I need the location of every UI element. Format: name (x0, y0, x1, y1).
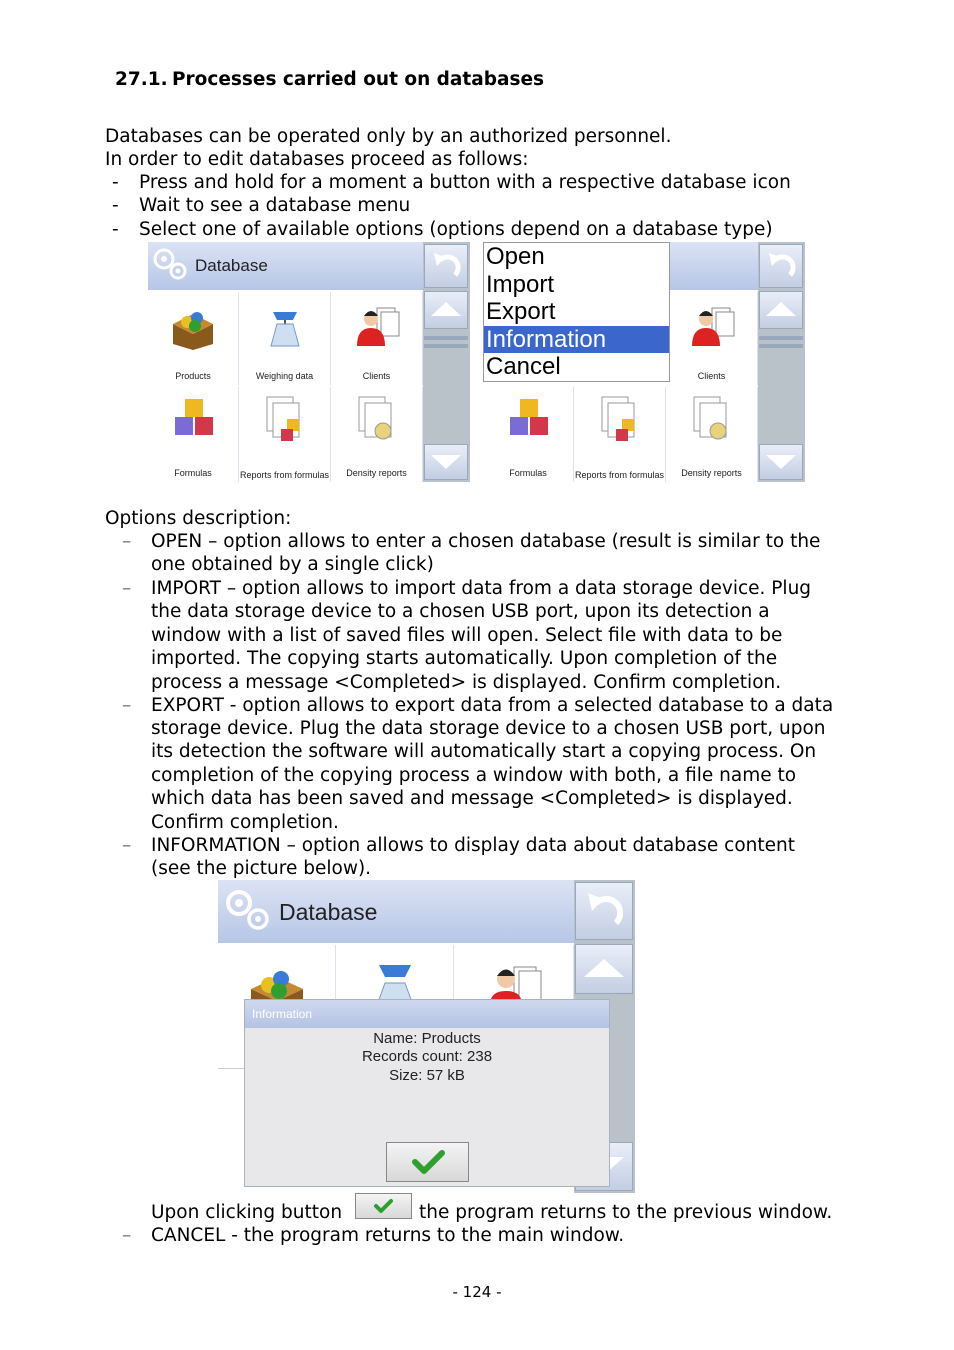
step-1: Press and hold for a moment a button with a respective database icon (139, 172, 791, 193)
screen-title: Database (279, 899, 378, 925)
option-dash: – (122, 695, 132, 716)
section-heading (115, 68, 544, 91)
checkmark-icon (356, 1194, 411, 1218)
option-import-line-3: window with a list of saved files will open. Select file with data to be (151, 625, 783, 646)
arrow-down-icon (425, 445, 467, 479)
database-context-menu (483, 242, 670, 382)
info-records-count: Records count: 238 (361, 1048, 493, 1065)
intro-line-2: In order to edit databases proceed as follows: (105, 149, 529, 170)
divider (218, 1068, 244, 1069)
option-dash: – (122, 531, 132, 552)
checkmark-icon (387, 1143, 468, 1181)
confirm-button[interactable] (386, 1142, 469, 1182)
tile-density-reports[interactable] (666, 387, 758, 482)
options-heading: Options description: (105, 508, 292, 529)
back-button[interactable] (759, 244, 803, 288)
option-export-line-2: storage device. Plug the data storage device to a chosen USB port, upon (151, 718, 826, 739)
clients-icon (353, 302, 401, 350)
tile-label: Clients (362, 371, 391, 381)
tile-clients[interactable] (666, 292, 758, 385)
option-dash: – (122, 835, 132, 856)
option-export-line-5: which data has been saved and message <Completed> is displayed. (151, 788, 793, 809)
option-import-line-1: IMPORT – option allows to import data from a data storage device. Plug (151, 578, 812, 599)
gears-icon (151, 246, 191, 284)
option-open-line-1: OPEN – option allows to enter a chosen database (result is similar to the (151, 531, 821, 552)
screen-sidebar (423, 242, 470, 482)
info-size: Size: 57 kB (389, 1067, 465, 1084)
option-export-line-1: EXPORT - option allows to export data from a selected database to a data (151, 695, 834, 716)
step-dash: - (112, 219, 119, 240)
scroll-down-button[interactable] (424, 444, 468, 480)
scrollbar-grip (424, 336, 468, 340)
dialog-title: Information (245, 1000, 609, 1028)
scrollbar-grip (424, 344, 468, 348)
reports-icon (261, 393, 309, 447)
arrow-up-icon (576, 945, 632, 993)
gears-icon (223, 886, 273, 936)
option-information-line-1: INFORMATION – option allows to display data about database content (151, 835, 795, 856)
scroll-up-button[interactable] (424, 291, 468, 329)
arrow-up-icon (760, 292, 802, 328)
tile-products[interactable] (148, 292, 239, 385)
screen-sidebar (758, 242, 805, 482)
menu-item-import[interactable]: Import (486, 270, 555, 298)
tile-label: Density reports (346, 468, 407, 478)
tile-clients[interactable] (454, 945, 574, 1005)
scroll-up-button[interactable] (759, 291, 803, 329)
info-name: Name: Products (373, 1030, 481, 1047)
step-2: Wait to see a database menu (139, 195, 411, 216)
option-information-line-2: (see the picture below). (151, 858, 372, 879)
screen-header (148, 242, 423, 290)
option-import-line-5: process a message <Completed> is displayed. Confirm completion. (151, 672, 782, 693)
screen-header (218, 880, 574, 943)
back-button[interactable] (424, 244, 468, 288)
scroll-up-button[interactable] (575, 944, 633, 994)
option-import-line-2: the data storage device to a chosen USB port, upon its detection a (151, 601, 770, 622)
tile-label: Formulas (174, 468, 212, 478)
screen-title: Database (195, 256, 268, 275)
information-dialog (244, 999, 610, 1187)
step-3: Select one of available options (options depend on a database type) (139, 219, 773, 240)
option-dash: – (122, 1225, 132, 1246)
formulas-cubes-icon (504, 395, 552, 447)
tile-products[interactable] (218, 945, 336, 1005)
arrow-down-icon (760, 445, 802, 479)
tile-reports-from-formulas[interactable] (574, 387, 666, 482)
tile-label: Reports from formulas (574, 470, 665, 480)
tile-weighing-data[interactable] (239, 292, 331, 385)
option-dash: – (122, 578, 132, 599)
menu-item-information[interactable]: Information (484, 326, 669, 354)
formulas-cubes-icon (169, 395, 217, 447)
intro-line-1: Databases can be operated only by an authorized personnel. (105, 126, 672, 147)
inline-confirm-button (355, 1193, 412, 1219)
tile-label: Clients (697, 371, 726, 381)
tile-formulas[interactable] (148, 387, 239, 482)
back-arrow-icon (760, 245, 802, 287)
back-arrow-icon (576, 883, 632, 939)
option-export-line-3: its detection the software will automatically start a copying process. On (151, 741, 817, 762)
menu-item-cancel[interactable]: Cancel (486, 353, 561, 381)
back-button[interactable] (575, 882, 633, 940)
clients-icon (688, 302, 736, 350)
database-screen-left (148, 242, 470, 482)
option-export-line-6: Confirm completion. (151, 812, 339, 833)
step-dash: - (112, 195, 119, 216)
tile-reports-from-formulas[interactable] (239, 387, 331, 482)
tile-density-reports[interactable] (331, 387, 423, 482)
option-import-line-4: imported. The copying starts automatically. Upon completion of the (151, 648, 778, 669)
database-screen-right (483, 242, 805, 482)
tile-formulas[interactable] (483, 387, 574, 482)
density-reports-icon (688, 393, 736, 447)
tile-clients[interactable] (331, 292, 423, 385)
scrollbar-grip (759, 344, 803, 348)
section-title: Processes carried out on databases (172, 69, 545, 90)
section-number: 27.1. (115, 69, 168, 90)
scale-icon (263, 302, 307, 350)
option-open-line-2: one obtained by a single click) (151, 554, 434, 575)
tile-label: Products (175, 371, 211, 381)
scroll-down-button[interactable] (759, 444, 803, 480)
step-dash: - (112, 172, 119, 193)
after-text-after: the program returns to the previous window. (419, 1202, 833, 1223)
after-text-before: Upon clicking button (151, 1202, 343, 1223)
tile-weighing-data[interactable] (336, 945, 454, 1005)
reports-icon (596, 393, 644, 447)
tile-label: Formulas (509, 468, 547, 478)
products-box-icon (169, 304, 217, 350)
menu-item-open[interactable]: Open (486, 243, 545, 270)
tile-label: Density reports (681, 468, 742, 478)
arrow-up-icon (425, 292, 467, 328)
scrollbar-grip (759, 336, 803, 340)
back-arrow-icon (425, 245, 467, 287)
menu-item-export[interactable]: Export (486, 298, 556, 326)
tile-label: Weighing data (255, 371, 314, 381)
page-number: - 124 - (452, 1283, 502, 1301)
tile-label: Reports from formulas (239, 470, 330, 480)
option-cancel: CANCEL - the program returns to the main window. (151, 1225, 625, 1246)
option-export-line-4: completion of the copying process a window with both, a file name to (151, 765, 797, 786)
density-reports-icon (353, 393, 401, 447)
